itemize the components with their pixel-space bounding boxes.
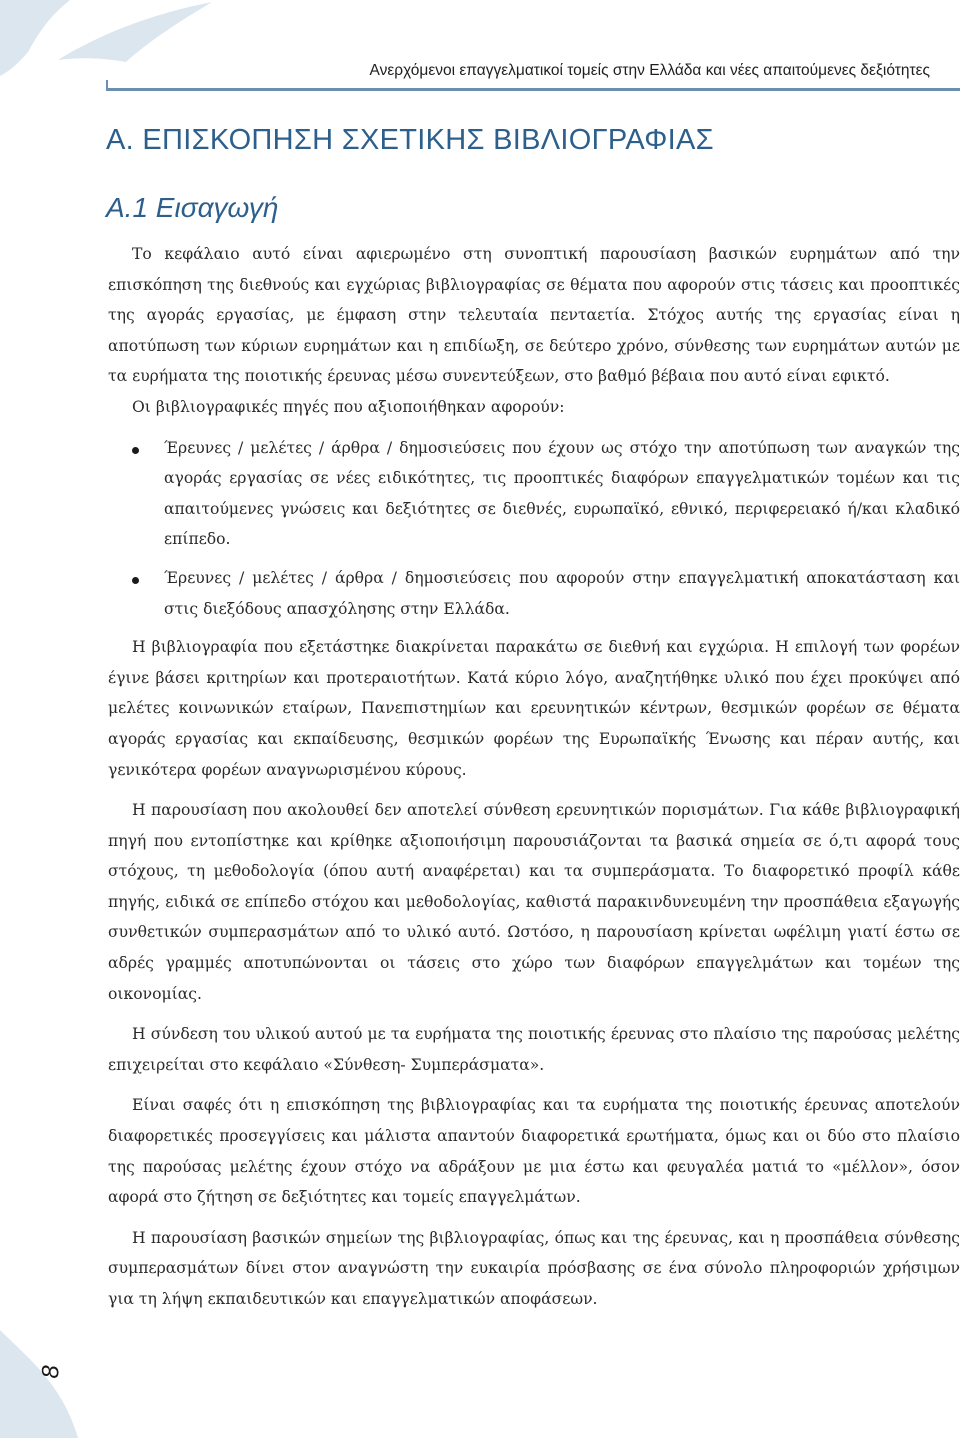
bullet-list — [108, 433, 960, 625]
bullet-icon — [132, 447, 139, 454]
subsection-title: Α.1 Εισαγωγή — [106, 192, 279, 223]
paragraph: Η σύνδεση του υλικού αυτού με τα ευρήματα της ποιοτικής έρευνας στο πλαίσιο της παρούσας μελέτης επιχειρείται στο κεφάλαιο «Σύνθεση- Συμπεράσματα». — [108, 1025, 960, 1074]
running-header: Ανερχόμενοι επαγγελματικοί τομείς στην Ελλάδα και νέες απαιτούμενες δεξιότητες — [369, 62, 930, 79]
paragraph: Η βιβλιογραφία που εξετάστηκε διακρίνεται παρακάτω σε διεθνή και εγχώρια. Η επιλογή των φορέων έγινε βάσει κριτηρίων και προτεραιοτήτων. Κατά κύριο λόγο, αναζητήθηκε υλικό που έχει προκύψει από μελέτες κοινωνικών εταίρων, Πανεπιστημίων και ερευνητικών κέντρων, θεσμικών φορέων σε θέματα αγοράς εργασίας και εκπαίδευσης, θεσμικών φορέων της Ευρωπαϊκής Ένωσης και πέραν αυτής, και γενικότερα φορέων αναγνωρισμένου κύρους. — [108, 638, 960, 779]
paragraph: Το κεφάλαιο αυτό είναι αφιερωμένο στη συνοπτική παρουσίαση βασικών ευρημάτων από την επισκόπηση της διεθνούς και εγχώριας βιβλιογραφίας σε θέματα που αφορούν στις τάσεις και προοπτικές της αγοράς εργασίας, με έμφαση στην τελευταία πενταετία. Στόχος αυτής της εργασίας είναι η αποτύπωση των κύριων ευρημάτων και η επιδίωξη, σε δεύτερο χρόνο, σύνθεσης των ευρημάτων αυτών με τα ευρήματα της ποιοτικής έρευνας μέσω συνεντεύξεων, στο βαθμό βέβαια που αυτό είναι εφικτό. — [108, 245, 960, 386]
paragraph: Η παρουσίαση που ακολουθεί δεν αποτελεί σύνθεση ερευνητικών πορισμάτων. Για κάθε βιβλιογραφική πηγή που εντοπίστηκε και κρίθηκε αξιοποιήσιμη παρουσιάζονται τα βασικά σημεία σε ό,τι αφορά τους στόχους, τη μεθοδολογία (όπου αυτή αναφέρεται) και τα συμπεράσματα. Το διαφορετικό προφίλ κάθε πηγής, ειδικά σε επίπεδο στόχου και μεθοδολογίας, καθιστά παρακινδυνευμένη την προσπάθεια εξαγωγής συνθετικών συμπερασμάτων από το υλικό αυτό. Ωστόσο, η παρουσίαση κρίνεται ωφέλιμη γιατί έστω σε αδρές γραμμές αποτυπώνονται οι τάσεις στο χώρο των διαφόρων επαγγελμάτων και τομέων της οικονομίας. — [108, 801, 960, 1003]
paragraph: Οι βιβλιογραφικές πηγές που αξιοποιήθηκαν αφορούν: — [132, 397, 565, 416]
body-text — [108, 239, 960, 1325]
bullet-icon — [132, 577, 139, 584]
header-rule — [106, 88, 960, 91]
list-item-text: Έρευνες / μελέτες / άρθρα / δημοσιεύσεις που έχουν ως στόχο την αποτύπωση των αναγκών της αγοράς εργασίας σε νέες ειδικότητες, τις προοπτικές διαφόρων επαγγελματικών τομέων και τις απαιτούμενες γνώσεις και δεξιότητες σε διεθνές, ευρωπαϊκό, εθνικό, περιφερειακό ή/και κλαδικό επίπεδο. — [164, 438, 960, 549]
page-number: 8 — [37, 1365, 65, 1379]
header-rule-cap — [106, 80, 108, 91]
paragraph: Η παρουσίαση βασικών σημείων της βιβλιογραφίας, όπως και της έρευνας, και η προσπάθεια σύνθεσης συμπερασμάτων δίνει στον αναγνώστη την ευκαιρία πρόσβασης σε ένα σύνολο πληροφοριών χρήσιμων για τη λήψη εκπαιδευτικών και επαγγελματικών αποφάσεων. — [108, 1228, 960, 1308]
section-title: Α. ΕΠΙΣΚΟΠΗΣΗ ΣΧΕΤΙΚΗΣ ΒΙΒΛΙΟΓΡΑΦΙΑΣ — [106, 124, 714, 156]
corner-wave-decoration — [0, 1330, 80, 1438]
list-item — [108, 433, 960, 555]
paragraph: Είναι σαφές ότι η επισκόπηση της βιβλιογραφίας και τα ευρήματα της ποιοτικής έρευνας αποτελούν διαφορετικές προσεγγίσεις και μάλιστα απαντούν διαφορετικά ερωτήματα, όμως και οι δύο στο πλαίσιο της παρούσας μελέτης έχουν στόχο να αδράξουν με μια έστω και φευγαλέα ματιά το «μέλλον», όσον αφορά στο ζήτηση σε δεξιότητες και τομείς επαγγελμάτων. — [108, 1096, 960, 1207]
list-item-text: Έρευνες / μελέτες / άρθρα / δημοσιεύσεις που αφορούν στην επαγγελματική αποκατάσταση και στις διεξόδους απασχόλησης στην Ελλάδα. — [164, 568, 960, 618]
corner-swoosh-decoration — [0, 0, 220, 80]
list-item — [108, 563, 960, 624]
